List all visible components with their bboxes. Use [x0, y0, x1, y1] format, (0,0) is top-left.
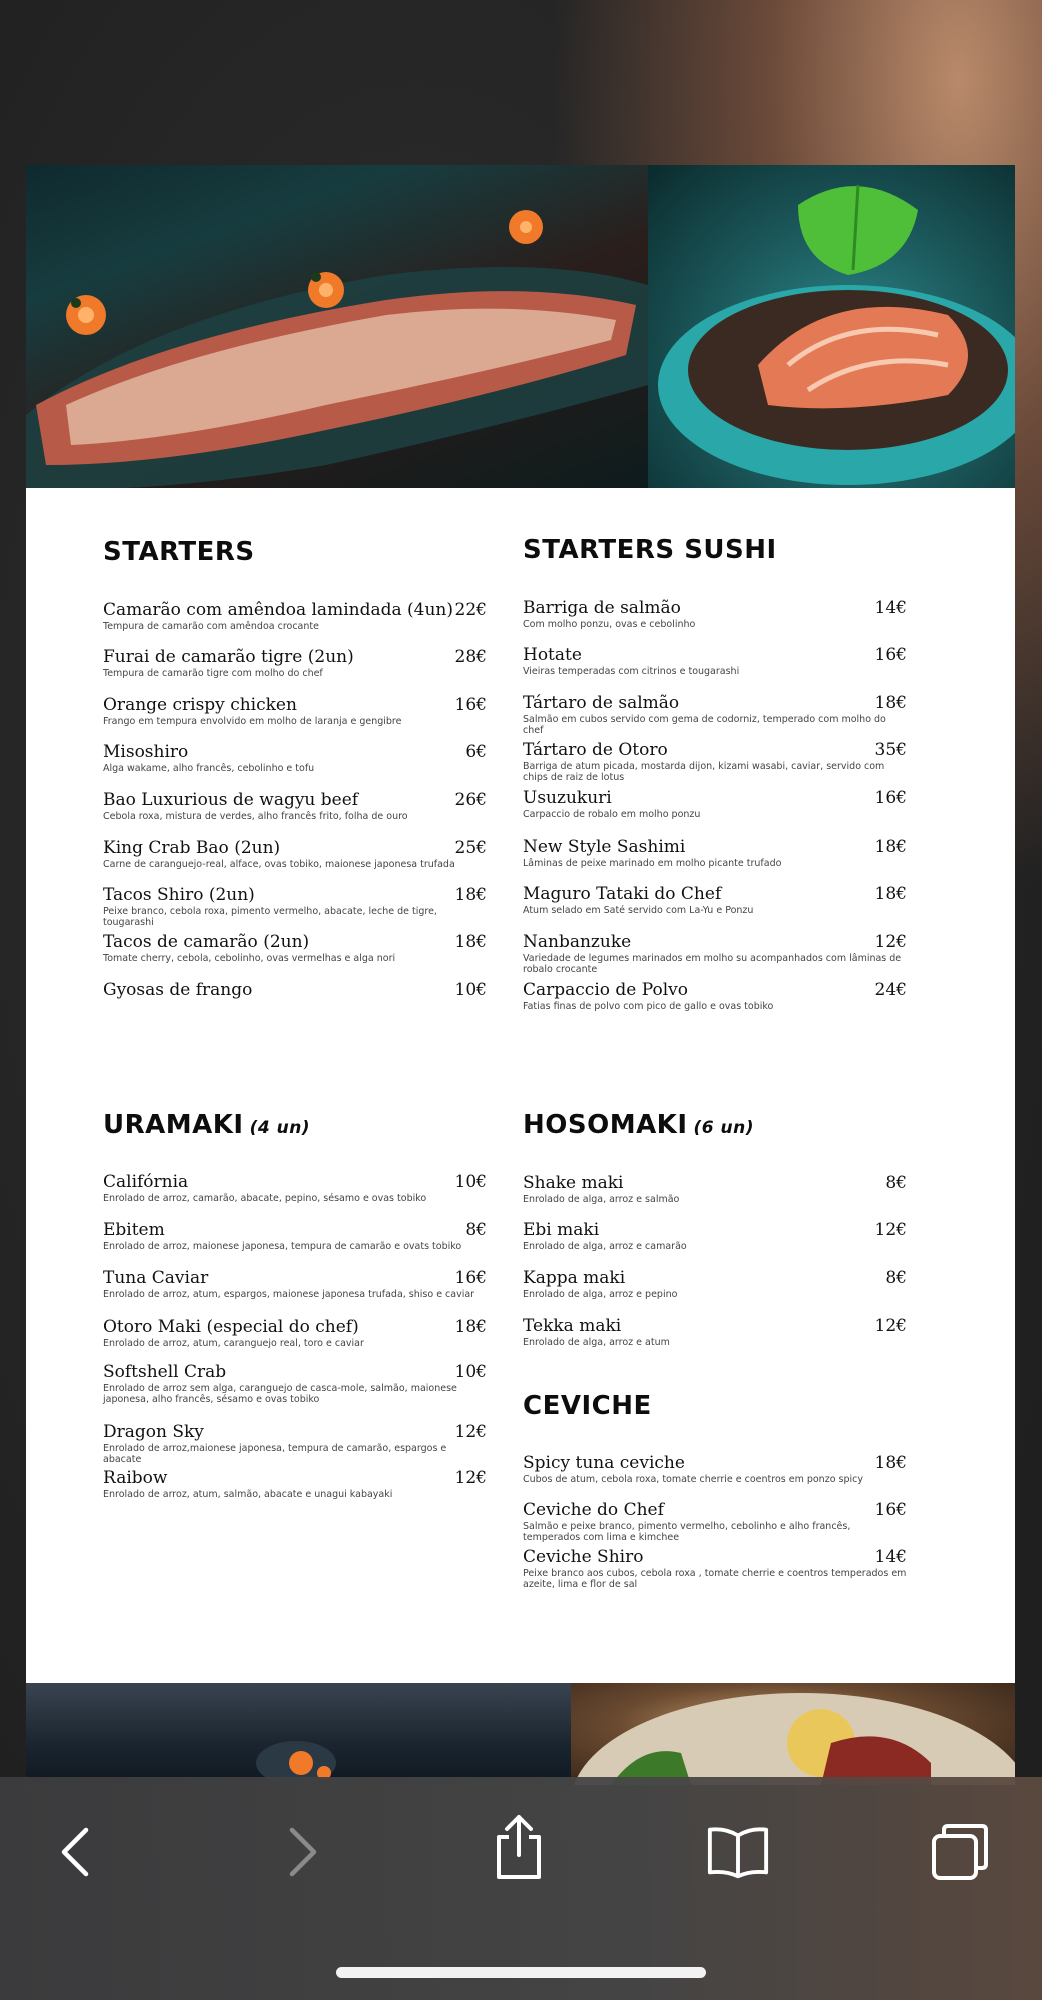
menu-item-description: Enrolado de arroz sem alga, caranguejo de casca-mole, salmão, maionese japonesa, alho francês, sésamo e ovas tobiko	[103, 1383, 457, 1405]
menu-item-price: 12€	[454, 1468, 487, 1488]
menu-item-price: 24€	[874, 980, 907, 1000]
menu-item-name: Furai de camarão tigre (2un)	[103, 647, 354, 667]
menu-item-description: Fatias finas de polvo com pico de gallo e ovas tobiko	[523, 1001, 774, 1012]
menu-item-name: Gyosas de frango	[103, 980, 253, 1000]
menu-item	[103, 600, 487, 632]
menu-item	[523, 932, 907, 975]
menu-item	[523, 598, 907, 630]
menu-item-price: 8€	[465, 1220, 487, 1240]
menu-item	[103, 1220, 487, 1252]
menu-item-name: New Style Sashimi	[523, 837, 686, 857]
chevron-right-icon	[282, 1826, 322, 1878]
menu-item-price: 18€	[874, 884, 907, 904]
menu-item-description: Salmão em cubos servido com gema de codorniz, temperado com molho do chef	[523, 714, 886, 736]
menu-item	[523, 693, 907, 736]
menu-item-name: Spicy tuna ceviche	[523, 1453, 685, 1473]
menu-item-price: 16€	[874, 788, 907, 808]
book-icon	[706, 1825, 770, 1879]
menu-item-name: Raibow	[103, 1468, 168, 1488]
menu-item-name: Califórnia	[103, 1172, 189, 1192]
menu-item	[103, 1268, 487, 1300]
menu-item-name: Softshell Crab	[103, 1362, 227, 1382]
menu-item-name: Otoro Maki (especial do chef)	[103, 1317, 359, 1337]
menu-item-name: Tuna Caviar	[103, 1268, 209, 1288]
menu-item-name: Ceviche do Chef	[523, 1500, 664, 1520]
menu-item-description: Atum selado em Saté servido com La-Yu e Ponzu	[523, 905, 754, 916]
menu-item-description: Enrolado de arroz, atum, caranguejo real, toro e caviar	[103, 1338, 364, 1349]
menu-item	[523, 1268, 907, 1300]
menu-item-price: 14€	[874, 1547, 907, 1567]
menu-item-description: Variedade de legumes marinados em molho su acompanhados com lâminas de robalo crocante	[523, 953, 902, 975]
tabs-button[interactable]	[928, 1820, 992, 1884]
menu-item-price: 18€	[874, 837, 907, 857]
menu-item-description: Com molho ponzu, ovas e cebolinho	[523, 619, 696, 630]
menu-item-description: Enrolado de arroz, atum, salmão, abacate e unagui kabayaki	[103, 1489, 393, 1500]
menu-item	[523, 1220, 907, 1252]
menu-item-description: Enrolado de arroz, camarão, abacate, pepino, sésamo e ovas tobiko	[103, 1193, 427, 1204]
menu-item-name: Tacos Shiro (2un)	[103, 885, 255, 905]
menu-item-price: 18€	[874, 693, 907, 713]
home-indicator[interactable]	[336, 1967, 706, 1978]
menu-item	[523, 1547, 907, 1590]
menu-item-name: Nanbanzuke	[523, 932, 632, 952]
menu-item-name: Barriga de salmão	[523, 598, 681, 618]
share-icon	[491, 1813, 547, 1881]
menu-item-description: Tempura de camarão com amêndoa crocante	[103, 621, 319, 632]
menu-item-price: 26€	[454, 790, 487, 810]
menu-item	[103, 647, 487, 679]
menu-item-price: 8€	[885, 1173, 907, 1193]
menu-item	[523, 1316, 907, 1348]
menu-item-price: 14€	[874, 598, 907, 618]
menu-item	[523, 884, 907, 916]
menu-item-description: Enrolado de alga, arroz e pepino	[523, 1289, 678, 1300]
menu-item-price: 18€	[454, 1317, 487, 1337]
menu-item-description: Peixe branco aos cubos, cebola roxa , tomate cherrie e coentros temperados em azeite, lima e flor de sal	[523, 1568, 907, 1590]
menu-item-description: Lâminas de peixe marinado em molho picante trufado	[523, 858, 782, 869]
hosomaki-title: HOSOMAKI (6 un)	[523, 1110, 755, 1140]
menu-item-price: 16€	[454, 695, 487, 715]
menu-item-name: Ceviche Shiro	[523, 1547, 644, 1567]
menu-item-price: 8€	[885, 1268, 907, 1288]
menu-item-name: Orange crispy chicken	[103, 695, 297, 715]
salmon-sashimi-bowl-photo	[648, 165, 1015, 488]
tabs-icon	[930, 1822, 990, 1882]
menu-item-description: Enrolado de arroz,maionese japonesa, tempura de camarão, espargos e abacate	[103, 1443, 447, 1465]
menu-item	[523, 1500, 907, 1543]
ceviche-title: CEVICHE	[523, 1391, 652, 1421]
menu-item-description: Carpaccio de robalo em molho ponzu	[523, 809, 701, 820]
menu-item-price: 18€	[454, 885, 487, 905]
forward-button[interactable]	[270, 1820, 334, 1884]
menu-item-price: 18€	[454, 932, 487, 952]
browser-toolbar	[0, 1777, 1042, 2000]
menu-item-name: Misoshiro	[103, 742, 189, 762]
menu-item-name: Tártaro de Otoro	[523, 740, 668, 760]
menu-item	[523, 1453, 907, 1485]
menu-item-price: 28€	[454, 647, 487, 667]
menu-item-price: 12€	[454, 1422, 487, 1442]
menu-item-description: Enrolado de alga, arroz e salmão	[523, 1194, 680, 1205]
menu-item	[103, 885, 487, 928]
starters-title: STARTERS	[103, 537, 255, 567]
menu-page	[26, 165, 1015, 1785]
menu-item-description: Cebola roxa, mistura de verdes, alho francês frito, folha de ouro	[103, 811, 408, 822]
menu-item-name: King Crab Bao (2un)	[103, 838, 281, 858]
menu-item-description: Peixe branco, cebola roxa, pimento vermelho, abacate, leche de tigre, tougarashi	[103, 906, 437, 928]
menu-item	[103, 790, 487, 822]
menu-item	[103, 1317, 487, 1349]
menu-item-price: 10€	[454, 1172, 487, 1192]
menu-item	[103, 742, 487, 774]
menu-item-name: Carpaccio de Polvo	[523, 980, 689, 1000]
menu-item-description: Enrolado de arroz, maionese japonesa, tempura de camarão e ovats tobiko	[103, 1241, 462, 1252]
back-button[interactable]	[44, 1820, 108, 1884]
menu-item-description: Barriga de atum picada, mostarda dijon, kizami wasabi, caviar, servido com chips de raiz de lotus	[523, 761, 885, 783]
roe-dish-photo	[26, 1683, 571, 1785]
bookmarks-button[interactable]	[706, 1820, 770, 1884]
menu-item-description: Vieiras temperadas com citrinos e tougarashi	[523, 666, 740, 677]
menu-item-price: 10€	[454, 980, 487, 1000]
menu-item-name: Tártaro de salmão	[523, 693, 680, 713]
menu-item-name: Tacos de camarão (2un)	[103, 932, 310, 952]
menu-item-price: 16€	[874, 645, 907, 665]
menu-item-description: Salmão e peixe branco, pimento vermelho, cebolinho e alho francês, temperados com lima e kimchee	[523, 1521, 851, 1543]
menu-item-price: 16€	[454, 1268, 487, 1288]
menu-item-name: Camarão com amêndoa lamindada (4un)	[103, 600, 453, 620]
menu-item-name: Kappa maki	[523, 1268, 626, 1288]
menu-item-price: 12€	[874, 1220, 907, 1240]
menu-item-price: 18€	[874, 1453, 907, 1473]
menu-item	[523, 980, 907, 1012]
menu-item-name: Ebitem	[103, 1220, 165, 1240]
menu-item-price: 22€	[454, 600, 487, 620]
menu-item-price: 12€	[874, 1316, 907, 1336]
menu-item-name: Hotate	[523, 645, 582, 665]
menu-item-description: Tomate cherry, cebola, cebolinho, ovas vermelhas e alga nori	[103, 953, 396, 964]
seared-fish-photo	[26, 165, 648, 488]
menu-item-price: 25€	[454, 838, 487, 858]
menu-item-description: Alga wakame, alho francês, cebolinho e tofu	[103, 763, 315, 774]
uramaki-subtitle: (4 un)	[249, 1118, 311, 1138]
menu-item-name: Ebi maki	[523, 1220, 600, 1240]
menu-item-name: Tekka maki	[523, 1316, 622, 1336]
menu-item	[103, 980, 487, 1001]
menu-item-price: 10€	[454, 1362, 487, 1382]
starters-sushi-title: STARTERS SUSHI	[523, 535, 777, 565]
menu-item	[103, 695, 487, 727]
menu-item-name: Bao Luxurious de wagyu beef	[103, 790, 359, 810]
menu-item	[103, 932, 487, 964]
menu-item	[523, 740, 907, 783]
hosomaki-subtitle: (6 un)	[693, 1118, 755, 1138]
menu-item-name: Shake maki	[523, 1173, 624, 1193]
menu-item-description: Frango em tempura envolvido em molho de laranja e gengibre	[103, 716, 402, 727]
menu-item-name: Usuzukuri	[523, 788, 612, 808]
menu-item-description: Carne de caranguejo-real, alface, ovas tobiko, maionese japonesa trufada	[103, 859, 455, 870]
menu-item-name: Maguro Tataki do Chef	[523, 884, 722, 904]
menu-item	[103, 1362, 487, 1405]
menu-item-price: 6€	[465, 742, 487, 762]
chevron-left-icon	[56, 1826, 96, 1878]
egg-bowl-photo	[571, 1683, 1015, 1785]
menu-item	[103, 838, 487, 870]
menu-item	[523, 645, 907, 677]
menu-item-description: Enrolado de alga, arroz e camarão	[523, 1241, 687, 1252]
menu-item-description: Cubos de atum, cebola roxa, tomate cherrie e coentros em ponzo spicy	[523, 1474, 863, 1485]
menu-item	[103, 1172, 487, 1204]
menu-item-description: Enrolado de alga, arroz e atum	[523, 1337, 670, 1348]
menu-item-price: 35€	[874, 740, 907, 760]
menu-item	[523, 837, 907, 869]
menu-item-description: Enrolado de arroz, atum, espargos, maionese japonesa trufada, shiso e caviar	[103, 1289, 475, 1300]
menu-item	[103, 1422, 487, 1465]
menu-item-price: 12€	[874, 932, 907, 952]
menu-item-description: Tempura de camarão tigre com molho do chef	[103, 668, 323, 679]
menu-item-price: 16€	[874, 1500, 907, 1520]
menu-item	[523, 1173, 907, 1205]
menu-item	[523, 788, 907, 820]
share-button[interactable]	[487, 1815, 551, 1879]
menu-item	[103, 1468, 487, 1500]
menu-item-name: Dragon Sky	[103, 1422, 204, 1442]
uramaki-title: URAMAKI (4 un)	[103, 1110, 311, 1140]
